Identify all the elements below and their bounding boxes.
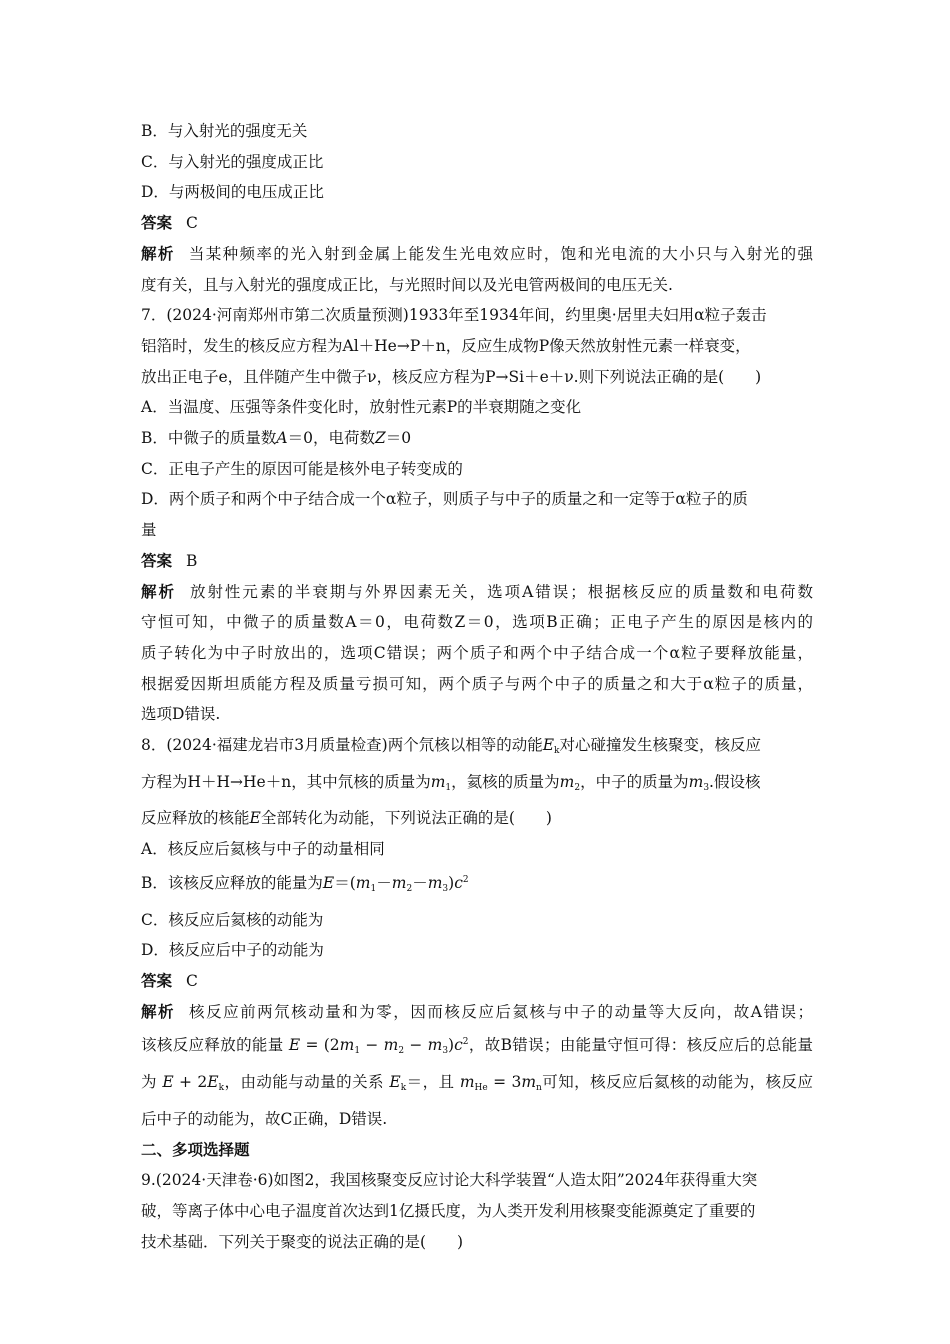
q7-option-d-line-2: 量 bbox=[141, 521, 157, 540]
var-e: E bbox=[207, 1073, 219, 1092]
text: ，由动能与动量的关系 bbox=[224, 1073, 384, 1092]
analysis-text: 当某种频率的光入射到金属上能发生光电效应时，饱和光电流的大小只与入射光的强 bbox=[188, 244, 813, 263]
document-page bbox=[141, 116, 813, 1257]
q9-stem-line-1: 9.(2024·天津卷·6)如图2，我国核聚变反应讨论大科学装置“人造太阳”2024年获得重大突 bbox=[141, 1171, 758, 1190]
q7-stem-line-2: 铝箔时，发生的核反应方程为Al＋He→P＋n，反应生成物P像天然放射性元素一样衰变， bbox=[141, 336, 751, 355]
text: = (2 bbox=[300, 1036, 340, 1055]
var-m: m bbox=[430, 772, 446, 791]
q8-option-d: D．核反应后中子的动能为 bbox=[141, 941, 324, 960]
q8-stem-line-2 bbox=[141, 767, 813, 804]
var-c: c bbox=[454, 873, 463, 892]
q9-stem-line-2: 破，等离子体中心电子温度首次达到1亿摄氏度，为人类开发利用核聚变能源奠定了重要的 bbox=[141, 1201, 756, 1220]
text: ，氦核的质量为 bbox=[451, 772, 560, 791]
q6-option-c: C．与入射光的强度成正比 bbox=[141, 152, 324, 171]
text: .假设核 bbox=[709, 772, 761, 791]
var-m: m bbox=[383, 1036, 399, 1055]
q7-option-d-line-1: D．两个质子和两个中子结合成一个α粒子，则质子与中子的质量之和一定等于α粒子的质 bbox=[141, 490, 748, 509]
q8-option-b bbox=[141, 865, 813, 905]
q7-option-b bbox=[141, 423, 813, 454]
q8-analysis-line-2 bbox=[141, 1027, 813, 1067]
var-m: m bbox=[688, 772, 704, 791]
q7-analysis-line-5: 选项D错误. bbox=[141, 705, 221, 724]
text: B．中微子的质量数 bbox=[141, 429, 277, 448]
text: ，中子的质量为 bbox=[580, 772, 689, 791]
var-m: m bbox=[427, 1036, 443, 1055]
var-m: m bbox=[521, 1073, 537, 1092]
q8-option-a: A．核反应后氦核与中子的动量相同 bbox=[141, 840, 385, 859]
q7-option-a: A．当温度、压强等条件变化时，放射性元素P的半衰期随之变化 bbox=[141, 398, 582, 417]
q8-stem-line-3 bbox=[141, 803, 813, 834]
text: 反应释放的核能 bbox=[141, 809, 250, 828]
q9-stem-line-3: 技术基础．下列关于聚变的说法正确的是( ) bbox=[141, 1232, 464, 1251]
text: ) bbox=[448, 873, 455, 892]
var-e: E bbox=[162, 1073, 174, 1092]
text: B．该核反应释放的能量为 bbox=[141, 873, 323, 892]
text: = 3 bbox=[487, 1073, 522, 1092]
analysis-label: 解析 bbox=[141, 581, 176, 601]
text: 可知，核反应后氦核的动能为，核反应 bbox=[541, 1073, 813, 1092]
text: + 2 bbox=[173, 1073, 208, 1092]
text: － bbox=[376, 873, 392, 892]
superscript: 2 bbox=[462, 1037, 469, 1048]
answer-value: C bbox=[186, 214, 198, 233]
q6-option-b: B．与入射光的强度无关 bbox=[141, 122, 308, 140]
subscript: 3 bbox=[703, 782, 710, 793]
q7-stem-line-3: 放出正电子e，且伴随产生中微子ν，核反应方程为P→Si＋e＋ν.则下列说法正确的是( ) bbox=[141, 367, 762, 386]
var-m: m bbox=[427, 873, 443, 892]
text: ＝，且 bbox=[406, 1073, 455, 1092]
text: ) bbox=[448, 1036, 455, 1055]
analysis-label: 解析 bbox=[141, 1001, 176, 1021]
text: 为 bbox=[141, 1073, 157, 1092]
text: − bbox=[404, 1036, 428, 1055]
text: ＝0，电荷数 bbox=[287, 429, 375, 448]
superscript: 2 bbox=[462, 874, 469, 885]
q6-analysis-line-2: 度有关，且与入射光的强度成正比，与光照时间以及光电管两极间的电压无关. bbox=[141, 275, 673, 294]
subscript: k bbox=[400, 1083, 407, 1094]
var-m: m bbox=[391, 873, 407, 892]
q8-analysis-line-3 bbox=[141, 1067, 813, 1104]
subscript: k bbox=[554, 746, 560, 757]
q7-analysis-line-2: 守恒可知，中微子的质量数A＝0，电荷数Z＝0，选项B正确；正电子产生的原因是核内的 bbox=[141, 613, 813, 632]
var-e: E bbox=[249, 809, 261, 828]
var-z: Z bbox=[374, 429, 386, 448]
answer-value: C bbox=[186, 971, 198, 990]
q7-analysis-line-4: 根据爱因斯坦质能方程及质量亏损可知，两个质子与两个中子的质量之和大于α粒子的质量， bbox=[141, 674, 813, 693]
subscript: 2 bbox=[574, 782, 581, 793]
q7-analysis-line-1 bbox=[141, 577, 813, 608]
subscript: n bbox=[536, 1083, 542, 1094]
q8-analysis-line-4: 后中子的动能为，故C正确，D错误. bbox=[141, 1109, 388, 1128]
var-e: E bbox=[542, 736, 555, 755]
q7-stem-line-1: 7．(2024·河南郑州市第二次质量预测)1933年至1934年间，约里奥·居里夫妇用α粒子轰击 bbox=[141, 306, 767, 325]
text: 全部转化为动能，下列说法正确的是( ) bbox=[260, 809, 552, 828]
text: 该核反应释放的能量 bbox=[141, 1036, 284, 1055]
q8-stem-line-1 bbox=[141, 730, 813, 767]
text: － bbox=[412, 873, 428, 892]
analysis-label: 解析 bbox=[141, 243, 175, 263]
subscript: 2 bbox=[406, 883, 413, 894]
var-m: m bbox=[355, 873, 371, 892]
var-e: E bbox=[288, 1036, 301, 1055]
subscript: 3 bbox=[442, 883, 449, 894]
q7-analysis-line-3: 质子转化为中子时放出的，选项C错误；两个质子和两个中子结合成一个α粒子要释放能量， bbox=[141, 643, 813, 662]
q6-answer bbox=[141, 208, 813, 239]
subscript: 1 bbox=[445, 782, 452, 793]
q6-option-d: D．与两极间的电压成正比 bbox=[141, 183, 324, 202]
q8-option-c: C．核反应后氦核的动能为 bbox=[141, 910, 324, 929]
analysis-text: 放射性元素的半衰期与外界因素无关，选项A错误；根据核反应的质量数和电荷数 bbox=[189, 582, 813, 601]
text: 8．(2024·福建龙岩市3月质量检查)两个氘核以相等的动能 bbox=[141, 736, 543, 755]
subscript: 1 bbox=[370, 883, 377, 894]
answer-label: 答案 bbox=[141, 970, 173, 990]
q8-analysis-line-1 bbox=[141, 997, 813, 1028]
subscript: k bbox=[218, 1083, 225, 1094]
section-title: 二、多项选择题 bbox=[141, 1139, 250, 1159]
var-c: c bbox=[454, 1036, 463, 1055]
text: ，故B错误；由能量守恒可得：核反应后的总能量 bbox=[468, 1036, 813, 1055]
q7-option-c: C．正电子产生的原因可能是核外电子转变成的 bbox=[141, 459, 463, 478]
var-a: A bbox=[276, 429, 288, 448]
var-e: E bbox=[389, 1073, 401, 1092]
subscript: He bbox=[474, 1083, 488, 1094]
answer-value: B bbox=[186, 551, 198, 570]
var-m: m bbox=[339, 1036, 355, 1055]
subscript: 1 bbox=[354, 1046, 361, 1057]
q7-answer bbox=[141, 546, 813, 577]
text: ＝0 bbox=[385, 429, 412, 448]
text: − bbox=[360, 1036, 384, 1055]
q6-analysis-line-1 bbox=[141, 239, 813, 270]
text: 方程为H＋H→He＋n，其中氘核的质量为 bbox=[141, 772, 431, 791]
subscript: 3 bbox=[442, 1046, 449, 1057]
var-e: E bbox=[322, 873, 335, 892]
var-m: m bbox=[559, 772, 575, 791]
q8-answer bbox=[141, 966, 813, 997]
text: ＝( bbox=[334, 873, 356, 892]
subscript: 2 bbox=[398, 1046, 405, 1057]
var-m: m bbox=[459, 1073, 475, 1092]
answer-label: 答案 bbox=[141, 550, 173, 570]
analysis-text: 核反应前两氘核动量和为零，因而核反应后氦核与中子的动量等大反向，故A错误； bbox=[189, 1002, 813, 1021]
text: 对心碰撞发生核聚变，核反应 bbox=[559, 736, 762, 755]
answer-label: 答案 bbox=[141, 213, 173, 233]
